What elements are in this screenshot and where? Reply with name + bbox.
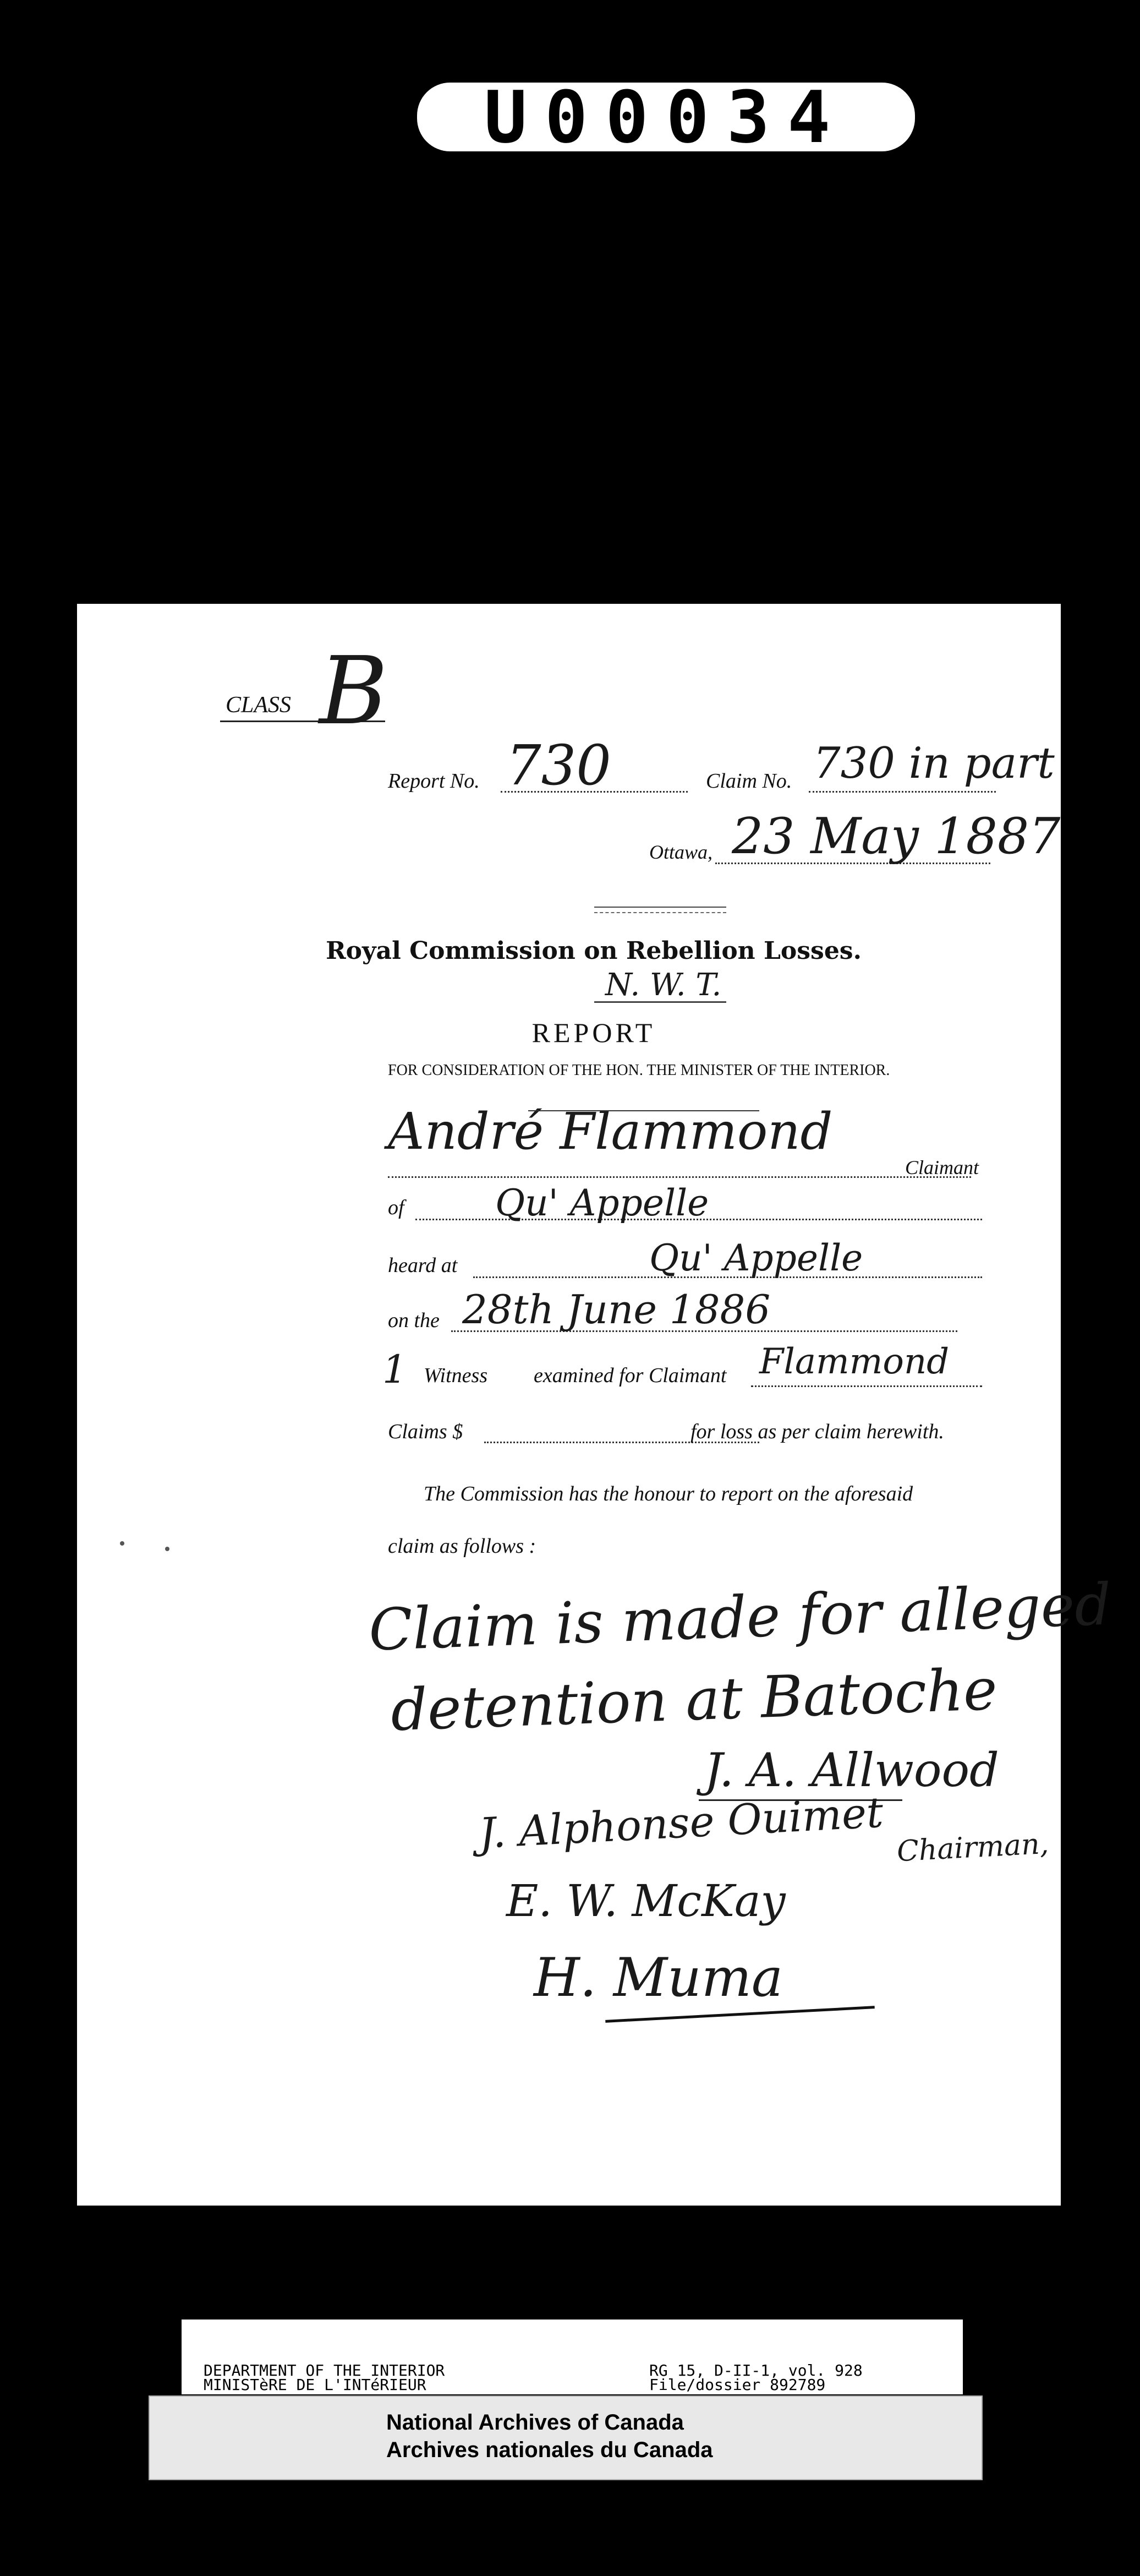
witness-count: 1 (382, 1347, 407, 1392)
of-label: of (388, 1196, 404, 1219)
report-heading: REPORT (531, 1017, 656, 1048)
claim-no-value: 730 in part (813, 739, 1055, 788)
commission-title: Royal Commission on Rebellion Losses. (326, 937, 862, 965)
ottawa-label: Ottawa, (649, 841, 713, 863)
heard-at-value: Qu' Appelle (649, 1237, 863, 1279)
dept-fr: MINISTèRE DE L'INTéRIEUR (204, 2376, 426, 2394)
commission-note: N. W. T. (605, 967, 722, 1003)
loss-label: for loss as per claim herewith. (690, 1420, 944, 1443)
paper-mark-1 (120, 1541, 124, 1546)
claim-no-line (809, 791, 996, 793)
archives-line-2: Archives nationales du Canada (386, 2438, 713, 2462)
honour-line-2: claim as follows : (388, 1535, 536, 1558)
claim-no-label: Claim No. (706, 769, 792, 793)
examined-line (751, 1385, 982, 1387)
handwritten-line-2: detention at Batoche (390, 1655, 999, 1744)
on-the-value: 28th June 1886 (462, 1286, 771, 1333)
honour-line-1: The Commission has the honour to report on the aforesaid (424, 1482, 913, 1505)
report-subheading: FOR CONSIDERATION OF THE HON. THE MINISTER OF THE INTERIOR. (388, 1062, 890, 1079)
of-value: Qu' Appelle (495, 1182, 709, 1224)
reference-strip (182, 2320, 963, 2394)
report-no-value: 730 (506, 733, 611, 798)
ref-line-2: File/dossier 892789 (649, 2376, 826, 2394)
frame-number-label (417, 75, 915, 159)
handwritten-line-1: Claim is made for alleged (368, 1570, 1112, 1664)
document-sheet (77, 604, 1112, 2206)
report-no-label: Report No. (388, 769, 480, 793)
signature-3: H. Muma (534, 1947, 783, 2009)
claimant-overline (528, 1110, 759, 1111)
ref-line-1: RG 15, D-II-1, vol. 928 (649, 2361, 863, 2379)
note-underline (594, 1001, 726, 1003)
archives-label (149, 2395, 983, 2480)
witness-label: Witness (424, 1364, 488, 1387)
claimant-line (388, 1176, 971, 1178)
chairman-label: Chairman, (896, 1827, 1050, 1869)
heard-at-label: heard at (388, 1254, 458, 1277)
examined-label: examined for Claimant (534, 1364, 727, 1387)
ornament-rule-1 (594, 907, 726, 908)
class-label: CLASS (226, 692, 292, 718)
claims-label: Claims $ (388, 1420, 463, 1443)
paper-mark-2 (165, 1547, 169, 1551)
signature-2: E. W. McKay (506, 1875, 786, 1926)
ornament-rule-2 (594, 912, 726, 913)
claimant-label: Claimant (905, 1156, 979, 1178)
examined-value: Flammond (759, 1341, 950, 1382)
signature-secretary: J. A. Allwood (704, 1743, 999, 1797)
date-value: 23 May 1887 (732, 807, 1061, 865)
frame-number: U00034 (484, 75, 848, 159)
claimant-name: André Flammond (388, 1102, 833, 1161)
dept-en: DEPARTMENT OF THE INTERIOR (204, 2361, 445, 2379)
archives-line-1: National Archives of Canada (386, 2410, 684, 2435)
on-the-label: on the (388, 1309, 440, 1332)
class-value: B (319, 637, 388, 746)
signature-chairman: J. Alphonse Ouimet (478, 1787, 885, 1858)
